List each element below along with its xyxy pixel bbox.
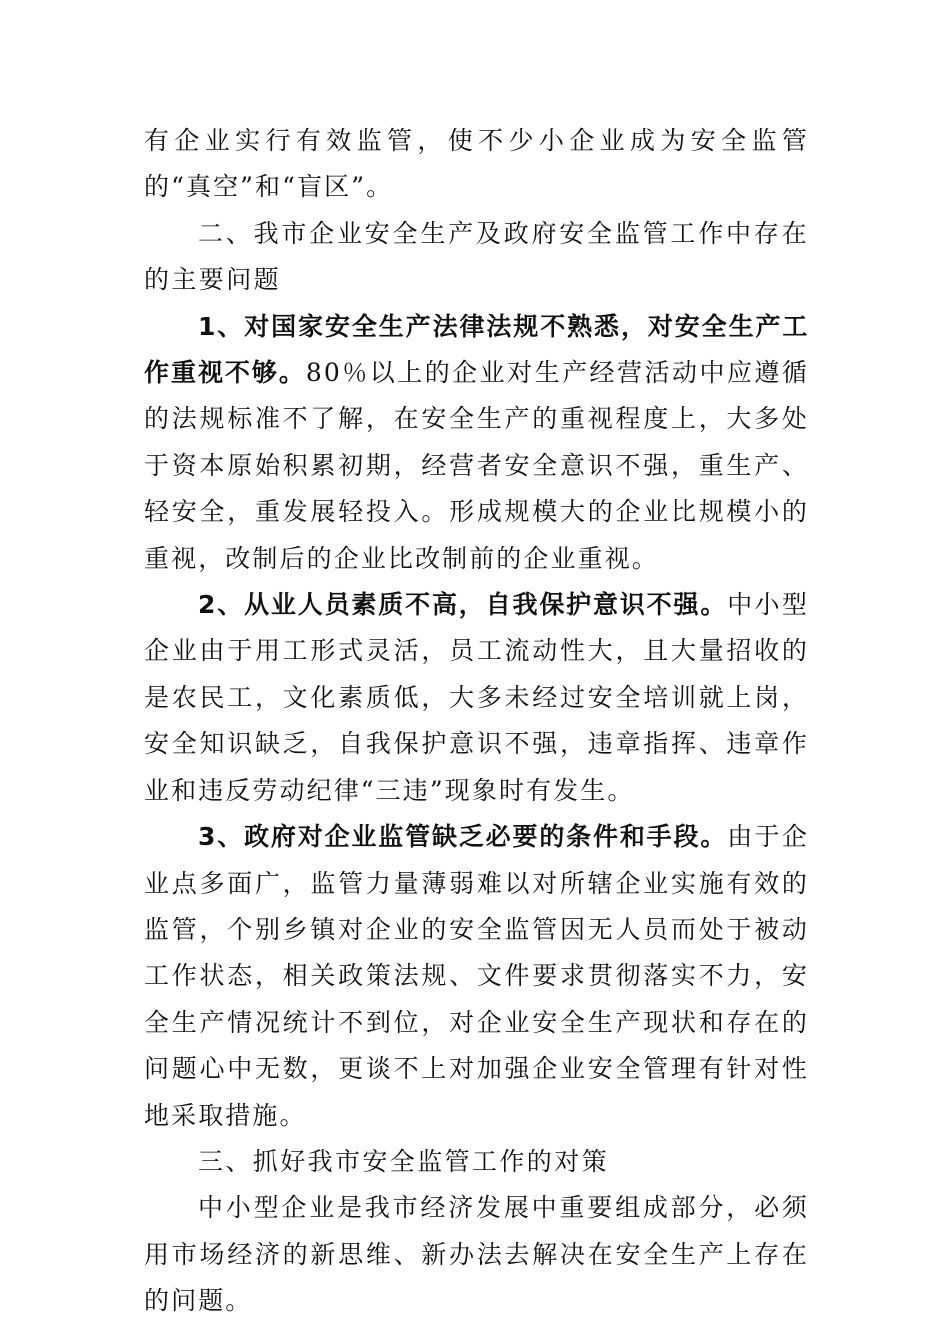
item-3-body: 由于企业点多面广，监管力量薄弱难以对所辖企业实施有效的监管，个别乡镇对企业的安全监管因无人员而处于被动工作状态，相关政策法规、文件要求贯彻落实不力，安全生产情况统计不到位，对企业安全生产现状和存在的问题心中无数，更谈不上对加强企业安全管理有针对性地采取措施。 xyxy=(144,822,809,1130)
item-1-paragraph xyxy=(144,304,809,582)
section-2-heading: 二、我市企业安全生产及政府安全监管工作中存在的主要问题 xyxy=(144,218,809,295)
item-2-paragraph xyxy=(144,582,809,814)
section-3-paragraph: 中小型企业是我市经济发展中重要组成部分，必须用市场经济的新思维、新办法去解决在安全生产上存在的问题。 xyxy=(144,1193,809,1316)
item-3-title: 3、政府对企业监管缺乏必要的条件和手段。 xyxy=(198,822,728,852)
document-page xyxy=(144,118,809,1325)
item-1-body: 80％以上的企业对生产经营活动中应遵循的法规标准不了解，在安全生产的重视程度上，大多处于资本原始积累初期，经营者安全意识不强，重生产、轻安全，重发展轻投入。形成规模大的企业比规模小的重视，改制后的企业比改制前的企业重视。 xyxy=(144,358,809,573)
item-2-title: 2、从业人员素质不高，自我保护意识不强。 xyxy=(198,590,728,620)
item-3-paragraph xyxy=(144,814,809,1139)
section-3-heading: 三、抓好我市安全监管工作的对策 xyxy=(198,1146,610,1176)
item-1-title: 1、对国家安全生产法律法规不熟悉，对安全生产工作重视不够。 xyxy=(144,311,809,388)
item-2-body: 中小型企业由于用工形式灵活，员工流动性大，且大量招收的是农民工，文化素质低，大多未经过安全培训就上岗，安全知识缺乏，自我保护意识不强，违章指挥、违章作业和违反劳动纪律“三违”现象时有发生。 xyxy=(144,590,809,805)
continuation-paragraph: 有企业实行有效监管，使不少小企业成为安全监管的“真空”和“盲区”。 xyxy=(144,126,809,202)
